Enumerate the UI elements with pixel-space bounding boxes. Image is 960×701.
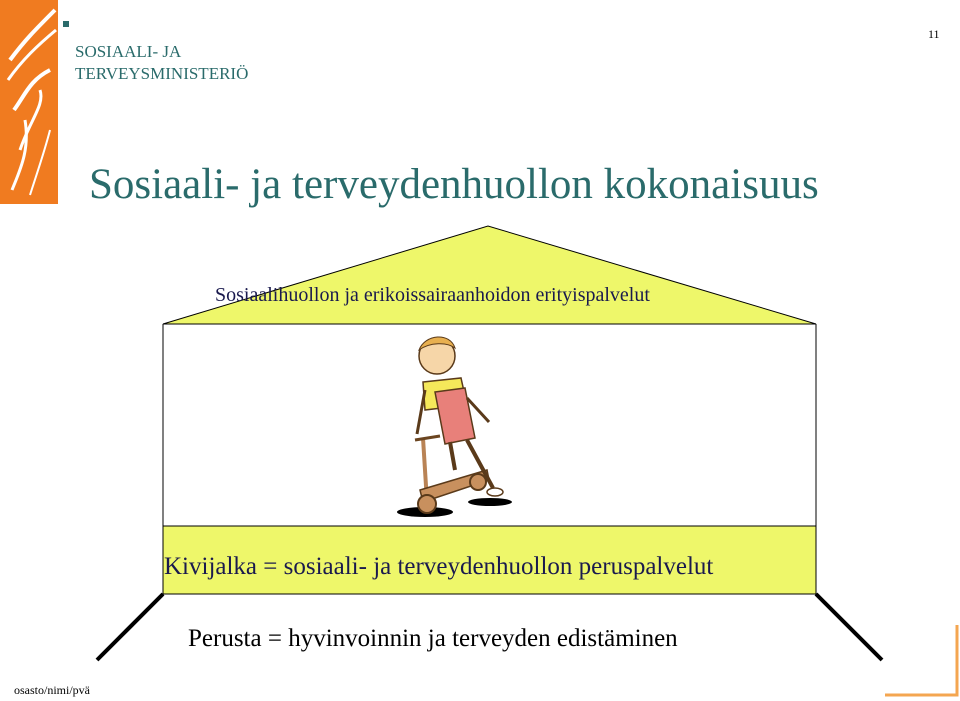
roof bbox=[163, 226, 816, 324]
page-number: 11 bbox=[928, 27, 940, 41]
org-line-2: TERVEYSMINISTERIÖ bbox=[75, 64, 249, 83]
base-label: Perusta = hyvinvoinnin ja terveyden edistäminen bbox=[188, 625, 678, 652]
org-line-1: SOSIAALI- JA bbox=[75, 42, 182, 61]
child-on-scooter-icon bbox=[395, 330, 520, 520]
corner-decoration bbox=[885, 625, 957, 695]
footer-text: osasto/nimi/pvä bbox=[14, 683, 90, 697]
roof-label: Sosiaalihuollon ja erikoissairaanhoidon erityispalvelut bbox=[215, 284, 650, 306]
base-left-leg bbox=[97, 594, 163, 660]
base-right-leg bbox=[816, 594, 882, 660]
foundation-label: Kivijalka = sosiaali- ja terveydenhuollon peruspalvelut bbox=[164, 553, 714, 580]
slide-title: Sosiaali- ja terveydenhuollon kokonaisuus bbox=[89, 161, 819, 208]
